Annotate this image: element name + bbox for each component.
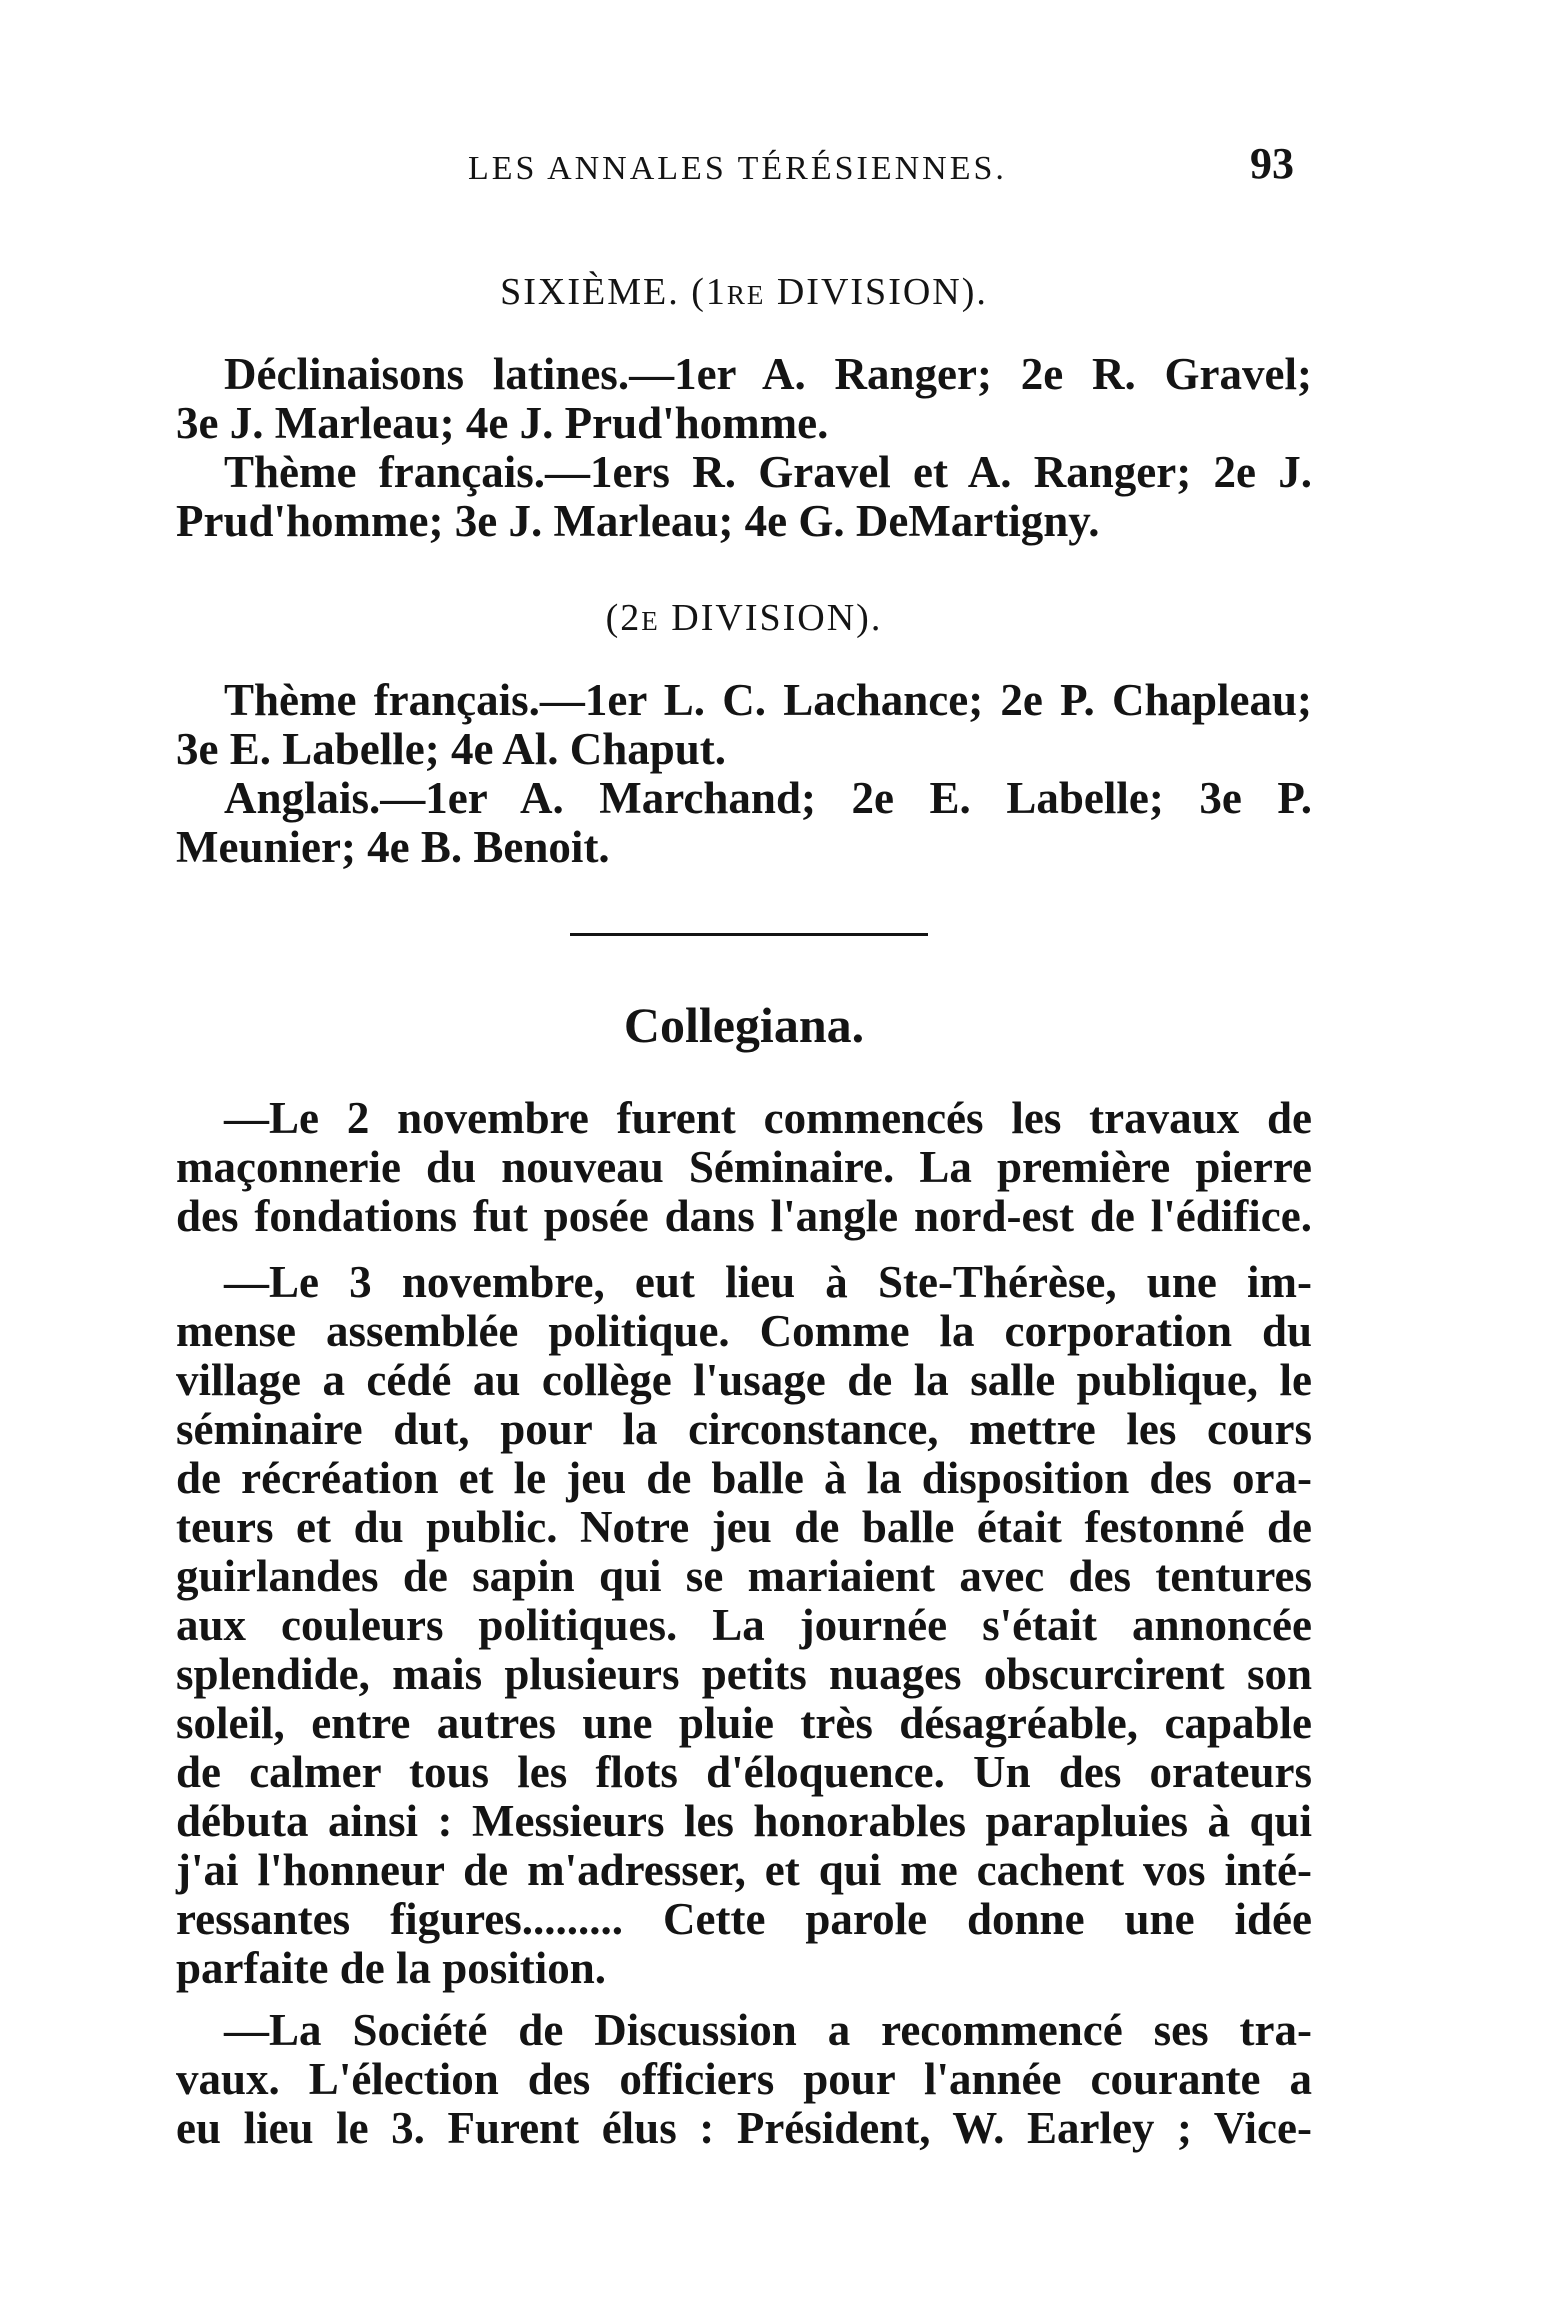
paragraph-line: —Le 3 novembre, eut lieu à Ste-Thérèse, une im- [224, 1257, 1312, 1307]
result-line: Meunier; 4e B. Benoit. [176, 822, 610, 872]
paragraph-line: soleil, entre autres une pluie très désagréable, capable [176, 1698, 1312, 1748]
paragraph-line: maçonnerie du nouveau Séminaire. La première pierre [176, 1142, 1312, 1192]
paragraph-line: —Le 2 novembre furent commencés les travaux de [224, 1093, 1312, 1143]
result-line: Anglais.—1er A. Marchand; 2e E. Labelle; 3e P. [224, 773, 1312, 823]
division2-results [176, 676, 1312, 872]
section-heading-sixieme: SIXIÈME. (1re DIVISION). [500, 271, 988, 313]
paragraph-line: ressantes figures......... Cette parole donne une idée [176, 1894, 1312, 1944]
paragraph-line: —La Société de Discussion a recommencé ses tra- [224, 2005, 1312, 2055]
result-line: Thème français.—1ers R. Gravel et A. Ranger; 2e J. [224, 447, 1312, 497]
paragraph-line: village a cédé au collège l'usage de la salle publique, le [176, 1355, 1312, 1405]
paragraph-line: splendide, mais plusieurs petits nuages obscurcirent son [176, 1649, 1312, 1699]
paragraph-1 [176, 1094, 1312, 1241]
division2-section [176, 594, 1312, 643]
paragraph-line: de calmer tous les flots d'éloquence. Un des orateurs [176, 1747, 1312, 1797]
paragraph-line: débuta ainsi : Messieurs les honorables parapluies à qui [176, 1796, 1312, 1846]
paragraph-3 [176, 2006, 1312, 2153]
paragraph-line: j'ai l'honneur de m'adresser, et qui me cachent vos inté- [176, 1845, 1312, 1895]
paragraph-line: eu lieu le 3. Furent élus : Président, W. Earley ; Vice- [176, 2103, 1312, 2153]
running-head: LES ANNALES TÉRÉSIENNES. [468, 150, 1007, 187]
paragraph-line: guirlandes de sapin qui se mariaient avec des tentures [176, 1551, 1312, 1601]
result-line: Thème français.—1er L. C. Lachance; 2e P. Chapleau; [224, 675, 1312, 725]
paragraph-line: parfaite de la position. [176, 1943, 607, 1993]
paragraph-line: mense assemblée politique. Comme la corporation du [176, 1306, 1312, 1356]
page-number: 93 [1250, 139, 1294, 188]
sixieme-results [176, 350, 1312, 546]
collegiana-title: Collegiana. [623, 997, 865, 1053]
paragraph-line: vaux. L'élection des officiers pour l'année courante a [176, 2054, 1312, 2104]
paragraph-line: de récréation et le jeu de balle à la disposition des ora- [176, 1453, 1312, 1503]
sixieme-section [176, 268, 1312, 317]
paragraph-line: teurs et du public. Notre jeu de balle était festonné de [176, 1502, 1312, 1552]
paragraph-2 [176, 1258, 1312, 1993]
result-line: 3e J. Marleau; 4e J. Prud'homme. [176, 398, 829, 448]
section-divider [570, 933, 928, 936]
paragraph-line: des fondations fut posée dans l'angle nord-est de l'édifice. [176, 1191, 1312, 1241]
paragraph-line: séminaire dut, pour la circonstance, mettre les cours [176, 1404, 1312, 1454]
paragraph-line: aux couleurs politiques. La journée s'était annoncée [176, 1600, 1312, 1650]
result-line: 3e E. Labelle; 4e Al. Chaput. [176, 724, 727, 774]
result-line: Déclinaisons latines.—1er A. Ranger; 2e R. Gravel; [224, 349, 1312, 399]
section-heading-division2: (2e DIVISION). [605, 597, 883, 639]
result-line: Prud'homme; 3e J. Marleau; 4e G. DeMartigny. [176, 496, 1100, 546]
